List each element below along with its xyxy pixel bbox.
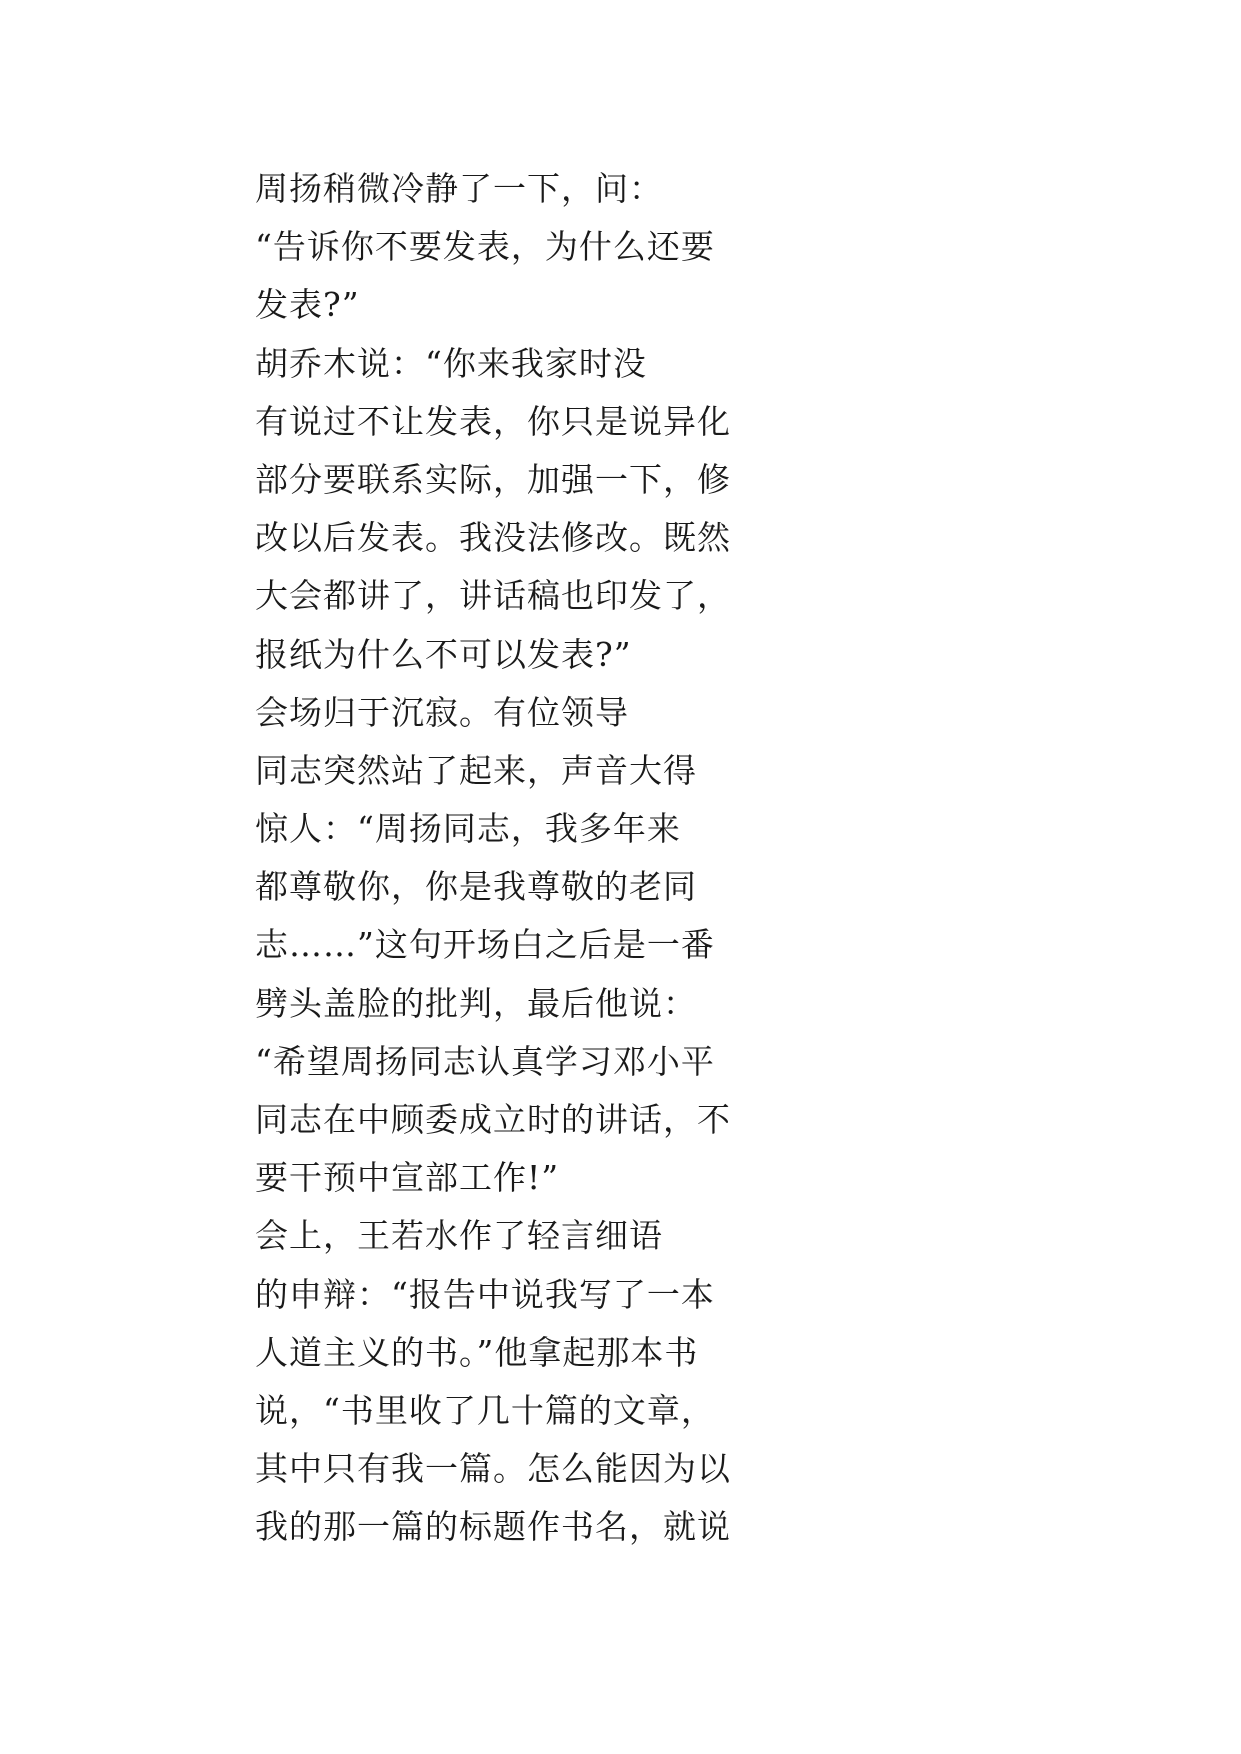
text-line: 同志在中顾委成立时的讲话，不 [255, 1100, 731, 1139]
text-line: 发表?” [255, 285, 360, 325]
text-line: 大会都讲了，讲话稿也印发了， [255, 576, 731, 616]
text-line: “希望周扬同志认真学习邓小平 [255, 1041, 715, 1081]
text-line: 有说过不让发表，你只是说异化 [255, 401, 731, 441]
text-line: 胡乔木说：“你来我家时没 [255, 343, 647, 383]
text-line: 其中只有我一篇。怎么能因为以 [255, 1449, 731, 1489]
text-line: 报纸为什么不可以发表?” [255, 634, 632, 674]
text-line: 部分要联系实际，加强一下，修 [255, 459, 731, 499]
text-line: 会上，王若水作了轻言细语 [255, 1216, 663, 1256]
text-line: “告诉你不要发表，为什么还要 [255, 227, 715, 267]
text-line: 人道主义的书。”他拿起那本书 [255, 1332, 699, 1372]
text-line: 说，“书里收了几十篇的文章， [255, 1390, 715, 1430]
text-line: 的申辩：“报告中说我写了一本 [255, 1274, 715, 1314]
text-line: 会场归于沉寂。有位领导 [255, 692, 629, 732]
text-line: 改以后发表。我没法修改。既然 [255, 518, 731, 558]
text-line: 志……”这句开场白之后是一番 [255, 925, 715, 965]
text-line: 周扬稍微冷静了一下，问： [255, 169, 663, 208]
text-line: 同志突然站了起来，声音大得 [255, 750, 697, 790]
text-line: 我的那一篇的标题作书名，就说 [255, 1507, 731, 1547]
text-line: 劈头盖脸的批判，最后他说： [255, 983, 697, 1023]
text-line: 惊人：“周扬同志，我多年来 [255, 809, 681, 849]
text-line: 要干预中宣部工作!” [255, 1158, 560, 1198]
body-text [255, 160, 745, 1557]
text-line: 都尊敬你，你是我尊敬的老同 [255, 867, 697, 907]
